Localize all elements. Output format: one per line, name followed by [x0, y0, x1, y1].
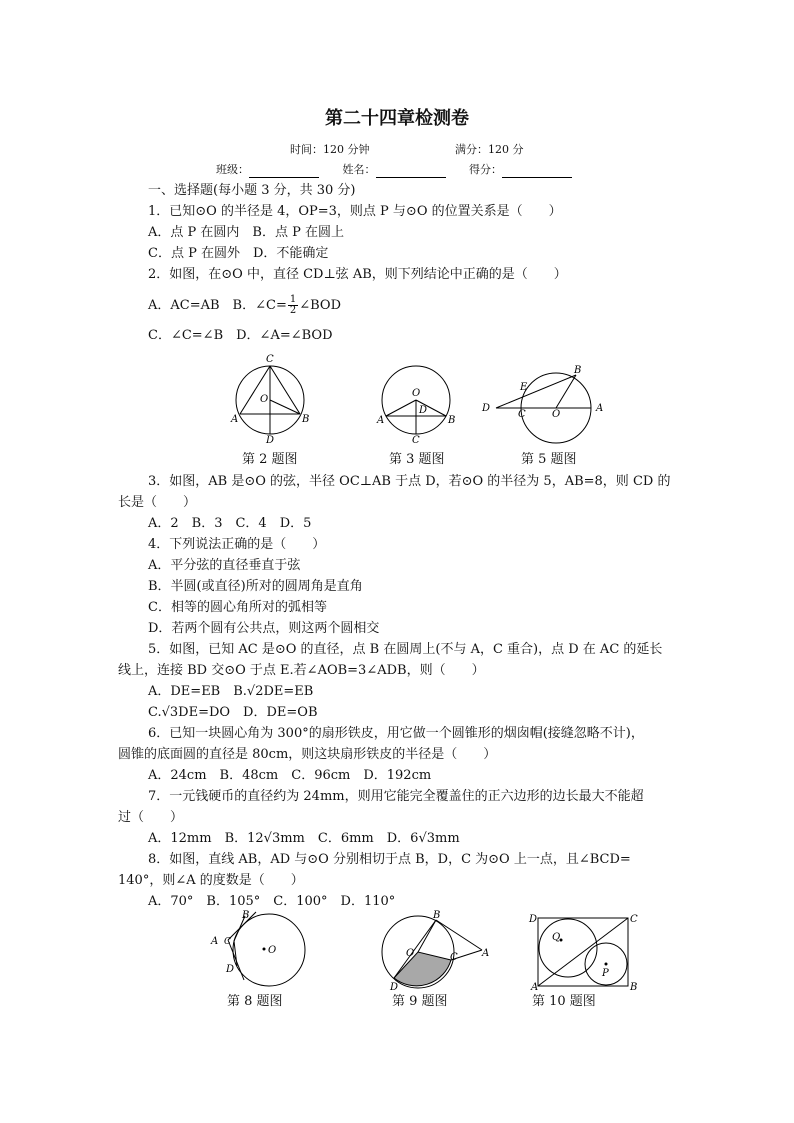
q6-stem-cont: 圆锥的底面圆的直径是 80cm，则这块扇形铁皮的半径是（ ） [118, 747, 497, 762]
label-q: Q [552, 932, 561, 943]
q7-stem-cont: 过（ ） [118, 810, 184, 825]
q5-stem-cont: 线上，连接 BD 交⊙O 于点 E.若∠AOB=3∠ADB，则（ ） [118, 663, 485, 678]
q2-options-ab-text: A．AC=AB B．∠C= [148, 298, 287, 313]
q2-options-ab [148, 292, 341, 320]
label-c: C [630, 914, 638, 925]
label-a: A [211, 936, 219, 947]
label-o: O [412, 388, 421, 399]
label-a: A [231, 414, 239, 425]
name-label: 姓名： [342, 163, 376, 176]
caption-q5: 第 5 题图 [521, 452, 577, 467]
label-o: O [268, 945, 277, 956]
fraction-numerator: 1 [289, 294, 297, 305]
exam-full-score: 满分：120 分 [455, 143, 524, 156]
label-b: B [433, 910, 441, 921]
q1-options-ab: A．点 P 在圆内 B．点 P 在圆上 [148, 225, 344, 240]
q8-stem: 8．如图，直线 AB，AD 与⊙O 分别相切于点 B，D，C 为⊙O 上一点，且∠BCD= [148, 852, 631, 867]
info-row [216, 162, 592, 178]
label-d: D [529, 914, 538, 925]
q4-option-c: C．相等的圆心角所对的弧相等 [148, 600, 327, 615]
label-o: O [260, 394, 269, 405]
label-a: A [377, 415, 385, 426]
label-c: C [266, 354, 274, 365]
label-d: D [266, 435, 275, 444]
figure-q3 [374, 360, 460, 444]
q1-stem: 1．已知⊙O 的半径是 4，OP=3，则点 P 与⊙O 的位置关系是（ ） [148, 204, 562, 219]
fraction [288, 295, 298, 316]
q5-options-cd: C.√3DE=DO D．DE=OB [148, 705, 318, 720]
caption-q9: 第 9 题图 [392, 994, 448, 1009]
label-d: D [482, 403, 491, 414]
label-c: C [412, 435, 420, 444]
caption-q2: 第 2 题图 [242, 452, 298, 467]
label-b: B [630, 982, 638, 992]
label-o: O [406, 948, 415, 959]
q7-options: A．12mm B．12√3mm C．6mm D．6√3mm [148, 831, 460, 846]
exam-time: 时间：120 分钟 [290, 143, 370, 156]
label-c: C [518, 409, 526, 420]
name-field[interactable] [376, 165, 446, 178]
score-label: 得分： [469, 163, 502, 176]
label-e: E [520, 382, 528, 393]
figure-q10 [526, 910, 642, 992]
class-label: 班级： [216, 163, 249, 176]
q4-option-b: B．半圆(或直径)所对的圆周角是直角 [148, 579, 363, 594]
q3-stem-cont: 长是（ ） [118, 495, 197, 510]
figure-q9 [376, 910, 492, 992]
label-d: D [226, 964, 235, 975]
label-a: A [482, 948, 490, 959]
q4-stem: 4．下列说法正确的是（ ） [148, 537, 326, 552]
fraction-denominator: 2 [289, 305, 297, 316]
q3-options: A．2 B．3 C．4 D．5 [148, 516, 312, 531]
q6-stem: 6．已知一块圆心角为 300°的扇形铁皮，用它做一个圆锥形的烟囱帽(接缝忽略不计)， [148, 726, 644, 741]
q5-stem: 5．如图，已知 AC 是⊙O 的直径，点 B 在圆周上(不与 A，C 重合)，点 D 在 AC 的延长 [148, 642, 663, 657]
label-b: B [574, 365, 582, 376]
label-p: P [602, 968, 609, 979]
label-a: A [531, 982, 539, 992]
q4-option-a: A．平分弦的直径垂直于弦 [148, 558, 301, 573]
fraction-after: ∠BOD [299, 298, 341, 313]
label-b: B [302, 414, 310, 425]
q5-options-ab: A．DE=EB B.√2DE=EB [148, 684, 314, 699]
q8-stem-cont: 140°，则∠A 的度数是（ ） [118, 873, 304, 888]
section-heading: 一、选择题(每小题 3 分，共 30 分) [148, 183, 356, 198]
q2-options-cd: C．∠C=∠B D．∠A=∠BOD [148, 328, 333, 343]
figure-q2 [228, 352, 310, 444]
q7-stem: 7．一元钱硬币的直径约为 24mm，则用它能完全覆盖住的正六边形的边长最大不能超 [148, 789, 644, 804]
q2-stem: 2．如图，在⊙O 中，直径 CD⊥弦 AB，则下列结论中正确的是（ ） [148, 267, 567, 282]
label-d: D [419, 405, 428, 416]
caption-q8: 第 8 题图 [227, 994, 283, 1009]
label-a: A [596, 403, 604, 414]
caption-q3: 第 3 题图 [389, 452, 445, 467]
q8-options: A．70° B．105° C．100° D．110° [148, 894, 396, 909]
score-field[interactable] [502, 165, 572, 178]
label-c: C [224, 937, 231, 947]
caption-q10: 第 10 题图 [532, 994, 596, 1009]
label-b: B [242, 910, 250, 921]
figure-q8 [208, 908, 308, 990]
figure-q5 [478, 362, 612, 444]
label-b: B [448, 415, 456, 426]
page-title: 第二十四章检测卷 [325, 108, 469, 129]
q4-option-d: D．若两个圆有公共点，则这两个圆相交 [148, 621, 380, 636]
q3-stem: 3．如图，AB 是⊙O 的弦，半径 OC⊥AB 于点 D，若⊙O 的半径为 5，AB=8，则 CD 的 [148, 474, 671, 489]
label-c: C [450, 952, 458, 963]
class-field[interactable] [249, 165, 319, 178]
label-o: O [552, 409, 561, 420]
label-d: D [390, 982, 399, 992]
q6-options: A．24cm B．48cm C．96cm D．192cm [148, 768, 432, 783]
q1-options-cd: C．点 P 在圆外 D．不能确定 [148, 246, 329, 261]
